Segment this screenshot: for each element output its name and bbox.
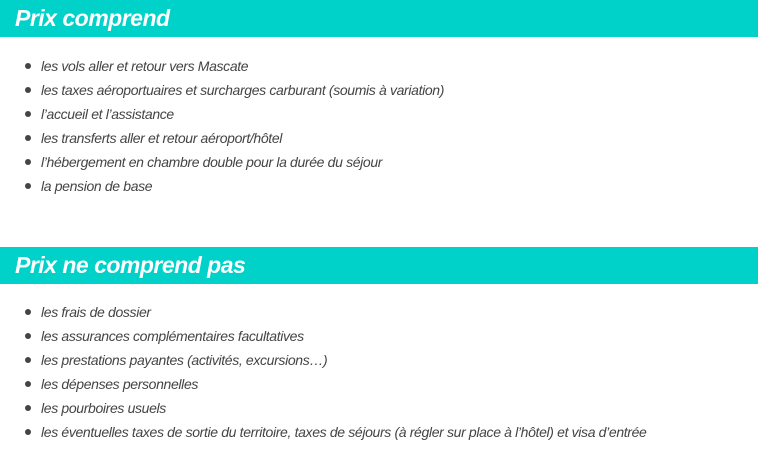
item-text: les dépenses personnelles — [41, 376, 199, 392]
item-text: les assurances complémentaires facultatives — [41, 328, 304, 344]
item-text: la pension de base — [41, 178, 153, 194]
item-text: les prestations payantes (activités, excursions…) — [41, 352, 328, 368]
item-text: les éventuelles taxes de sortie du territoire, taxes de séjours (à régler sur place à l’hôtel) et visa d’entrée — [41, 424, 647, 440]
item-text: les pourboires usuels — [41, 400, 166, 416]
list-item — [0, 126, 444, 150]
list-item — [0, 396, 646, 420]
item-text: les frais de dossier — [41, 304, 151, 320]
section-title: Prix ne comprend pas — [15, 252, 246, 278]
bullet-icon — [25, 63, 31, 69]
list-item — [0, 102, 444, 126]
bullet-icon — [25, 183, 31, 189]
item-text: les transferts aller et retour aéroport/hôtel — [41, 130, 283, 146]
bullet-icon — [25, 111, 31, 117]
bullet-icon — [25, 159, 31, 165]
list-item — [0, 54, 444, 78]
list-item — [0, 348, 646, 372]
section-header-not-included — [0, 247, 758, 284]
list-item — [0, 372, 646, 396]
item-text: les taxes aéroportuaires et surcharges carburant (soumis à variation) — [41, 82, 445, 98]
list-item — [0, 78, 444, 102]
section-title: Prix comprend — [15, 5, 170, 31]
item-text: les vols aller et retour vers Mascate — [41, 58, 249, 74]
list-item — [0, 324, 646, 348]
bullet-icon — [25, 381, 31, 387]
item-text: l’hébergement en chambre double pour la durée du séjour — [41, 154, 383, 170]
not-included-list — [0, 300, 646, 444]
bullet-icon — [25, 309, 31, 315]
bullet-icon — [25, 429, 31, 435]
list-item — [0, 150, 444, 174]
bullet-icon — [25, 405, 31, 411]
list-item — [0, 420, 646, 444]
item-text: l’accueil et l’assistance — [41, 106, 174, 122]
bullet-icon — [25, 357, 31, 363]
bullet-icon — [25, 333, 31, 339]
section-header-included — [0, 0, 758, 37]
included-list — [0, 54, 444, 198]
bullet-icon — [25, 87, 31, 93]
list-item — [0, 300, 646, 324]
bullet-icon — [25, 135, 31, 141]
list-item — [0, 174, 444, 198]
